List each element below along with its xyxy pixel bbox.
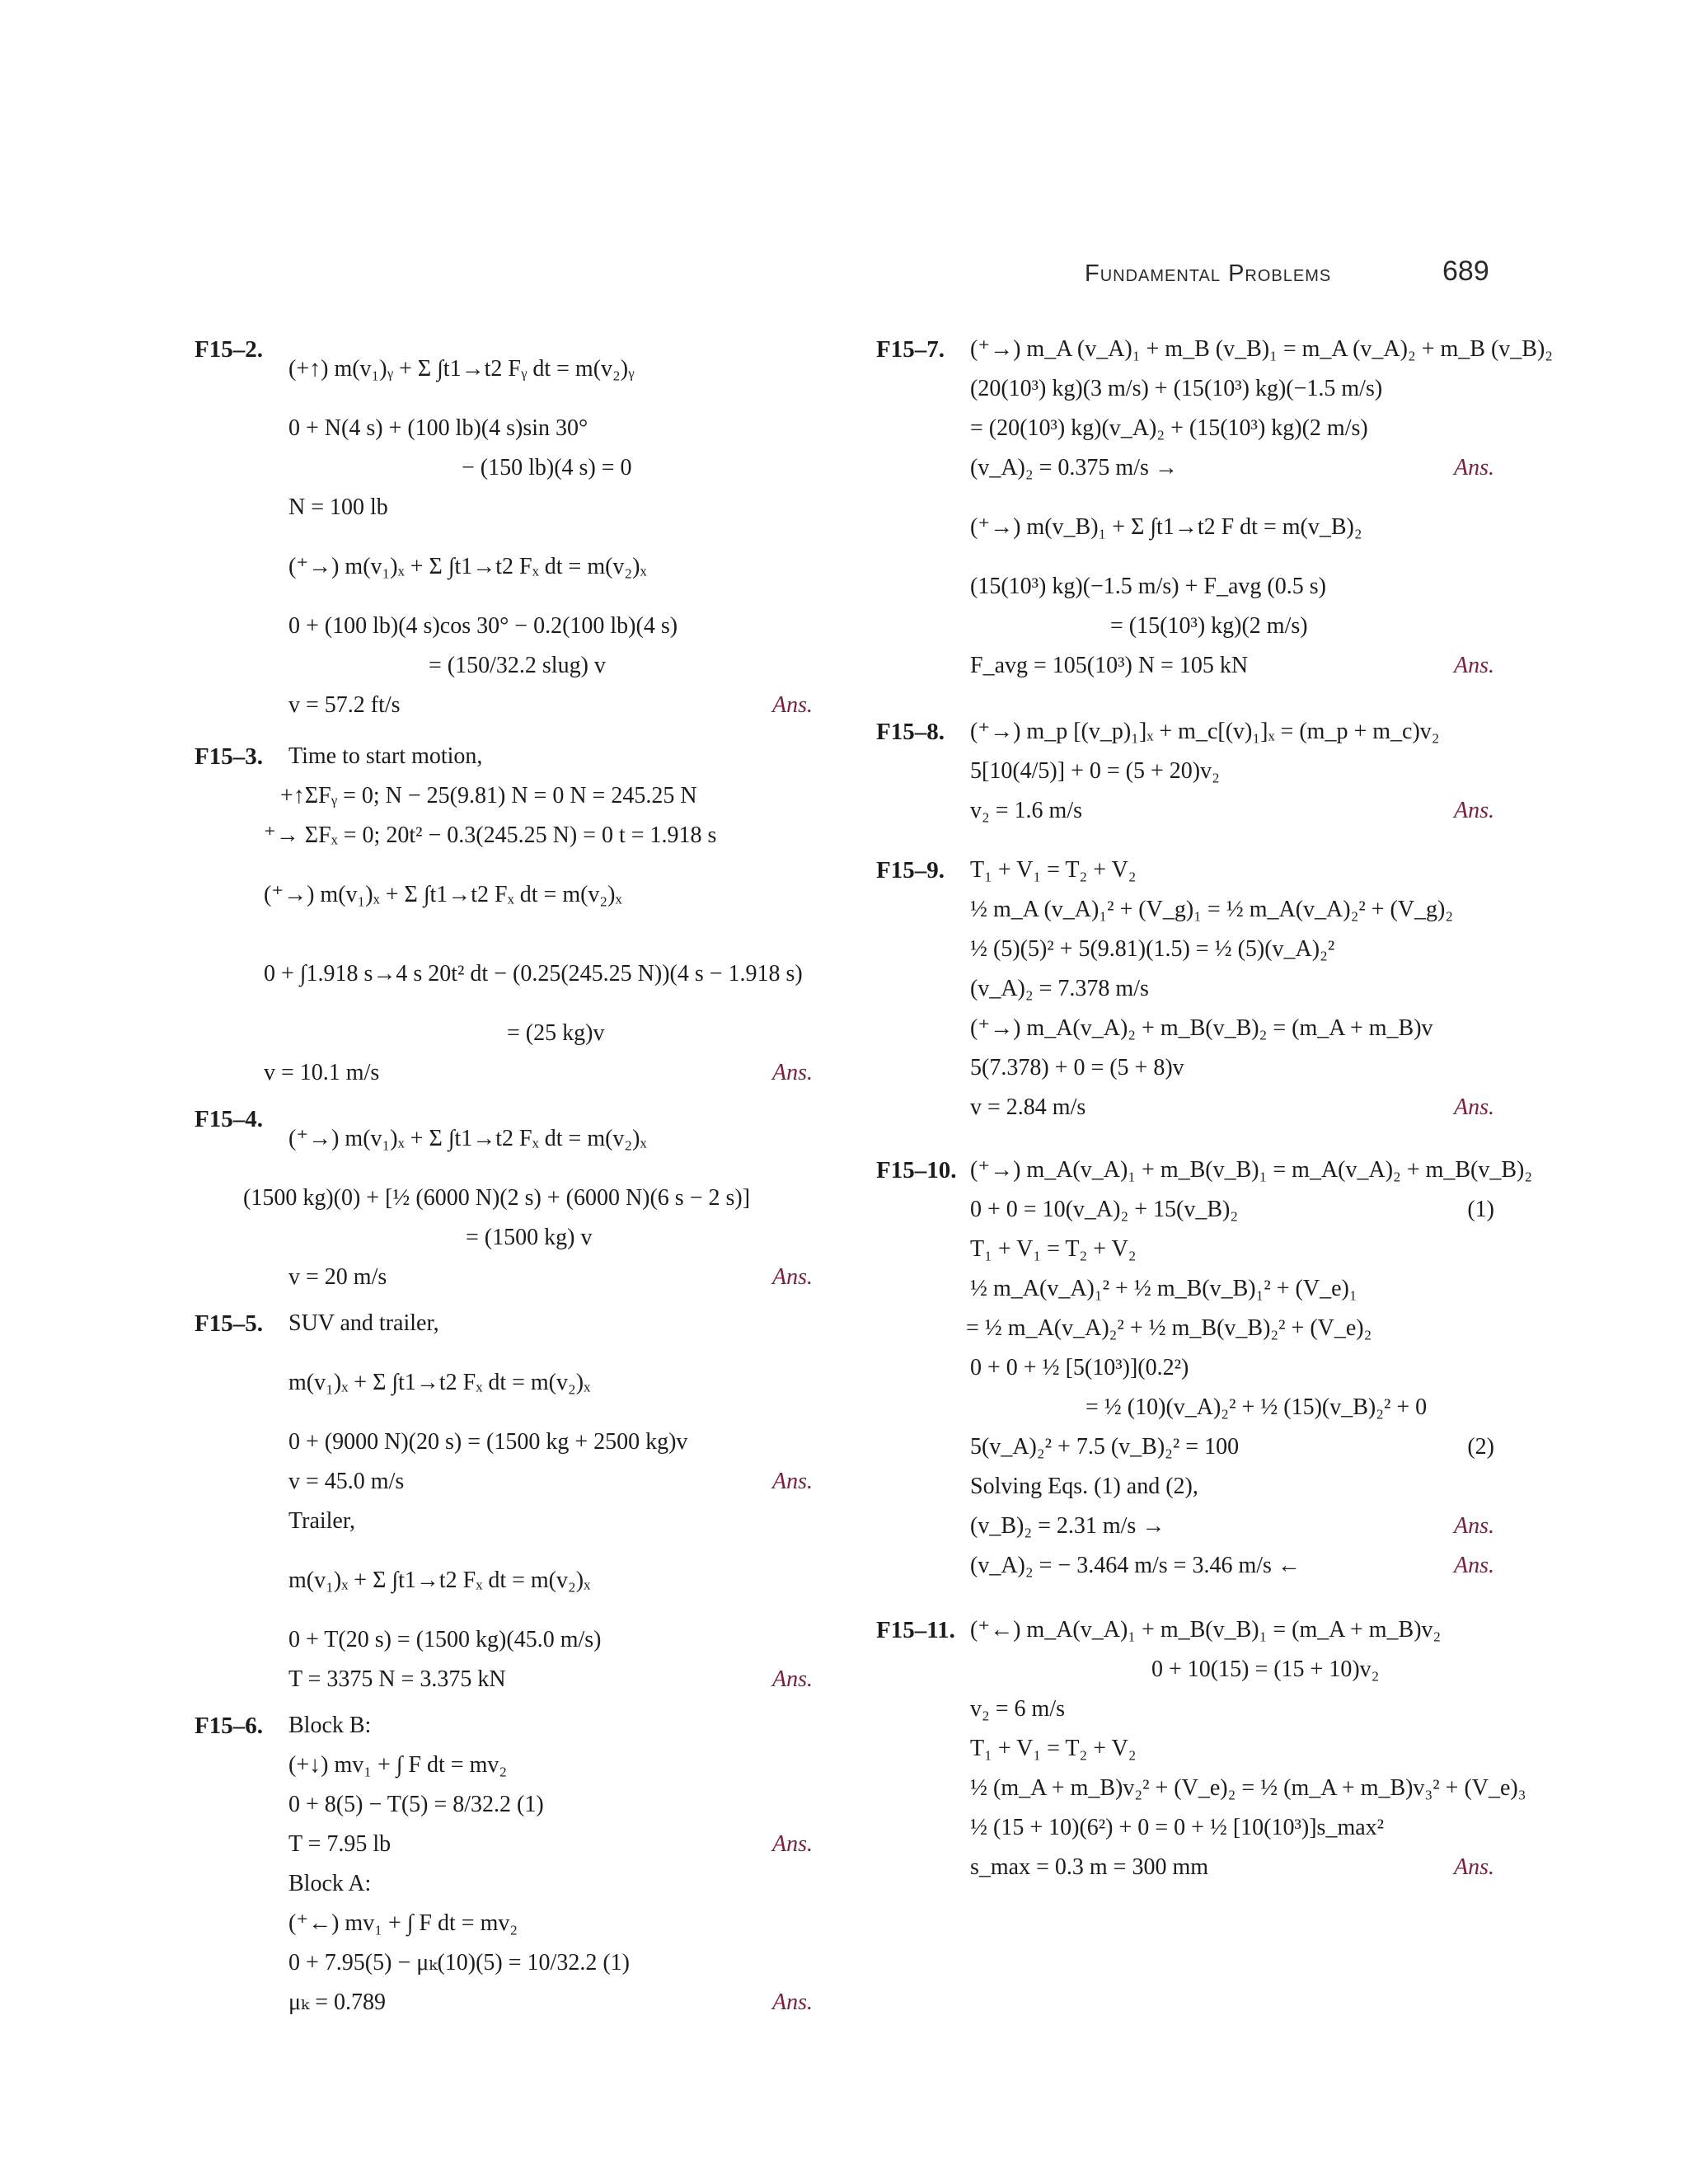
equation-text: = (1500 kg) v <box>466 1225 593 1250</box>
problem-f15-7 <box>876 330 1554 686</box>
answer-label: Ans. <box>772 1990 813 2015</box>
equation-text: (⁺→) m_A(v_A)₂ + m_B(v_B)₂ = (m_A + m_B)v <box>970 1015 1433 1041</box>
equation-text: ½ (5)(5)² + 5(9.81)(1.5) = ½ (5)(v_A)₂² <box>970 936 1335 962</box>
solution-line <box>243 1179 813 1218</box>
solution-line <box>966 1309 1494 1348</box>
equation-text: 5(7.378) + 0 = (5 + 8)v <box>970 1055 1184 1080</box>
equation-text: v = 20 m/s <box>288 1264 387 1290</box>
answer-label: Ans. <box>772 1060 813 1085</box>
equation-text: (⁺→) m(v₁)ₓ + Σ ∫t1→t2 Fₓ dt = m(v₂)ₓ <box>264 882 622 907</box>
solution-line <box>288 409 813 448</box>
solution-line <box>970 791 1494 831</box>
equation-text: T₁ + V₁ = T₂ + V₂ <box>970 1236 1137 1262</box>
solution-line <box>970 409 1494 448</box>
solution-lines <box>243 1099 813 1297</box>
problem-f15-3 <box>195 737 813 1093</box>
equation-text: (v_A)₂ = − 3.464 m/s = 3.46 m/s ← <box>970 1553 1301 1578</box>
solution-line <box>288 1864 813 1904</box>
solution-line <box>288 607 813 646</box>
solution-line <box>288 1983 813 2022</box>
solution-line <box>288 527 813 607</box>
equation-text: = (20(10³) kg)(v_A)₂ + (15(10³) kg)(2 m/s) <box>970 415 1368 441</box>
equation-text: ⁺→ ΣFₓ = 0; 20t² − 0.3(245.25 N) = 0 t = 1.918 s <box>264 823 717 848</box>
problem-id: F15–8. <box>876 719 945 745</box>
equation-text: 0 + 0 + ½ [5(10³)](0.2²) <box>970 1355 1189 1380</box>
equation-text: 0 + 0 = 10(v_A)₂ + 15(v_B)₂ <box>970 1197 1239 1222</box>
solution-line <box>970 607 1494 646</box>
solution-line <box>970 1729 1494 1769</box>
equation-number: (2) <box>1467 1434 1494 1460</box>
solution-line <box>288 330 813 409</box>
equation-text: v₂ = 1.6 m/s <box>970 798 1083 823</box>
solution-line <box>970 1048 1494 1088</box>
solution-line <box>264 935 813 1014</box>
answer-label: Ans. <box>1454 1094 1494 1120</box>
solution-line <box>288 1014 813 1053</box>
equation-text: (⁺→) m(v₁)ₓ + Σ ∫t1→t2 Fₓ dt = m(v₂)ₓ <box>288 1126 647 1151</box>
answer-label: Ans. <box>1454 1553 1494 1578</box>
solution-line <box>970 1808 1494 1848</box>
solution-line <box>280 776 813 816</box>
problem-id: F15–9. <box>876 857 945 883</box>
answer-label: Ans. <box>772 1264 813 1290</box>
problem-f15-11 <box>876 1610 1526 1887</box>
problem-id: F15–6. <box>195 1713 263 1739</box>
answer-label: Ans. <box>772 1469 813 1494</box>
answer-label: Ans. <box>1454 653 1494 678</box>
equation-text: 0 + 8(5) − T(5) = 8/32.2 (1) <box>288 1792 544 1817</box>
equation-text: 5[10(4/5)] + 0 = (5 + 20)v₂ <box>970 758 1220 784</box>
equation-text: (1500 kg)(0) + [½ (6000 N)(2 s) + (6000 N)(6 s − 2 s)] <box>243 1185 751 1211</box>
equation-text: T₁ + V₁ = T₂ + V₂ <box>970 1736 1137 1761</box>
equation-text: (+↑) m(v₁)ᵧ + Σ ∫t1→t2 Fᵧ dt = m(v₂)ᵧ <box>288 356 635 382</box>
section-title: Fundamental Problems <box>1085 260 1332 287</box>
equation-text: = ½ (10)(v_A)₂² + ½ (15)(v_B)₂² + 0 <box>1085 1394 1428 1420</box>
right-column <box>876 330 1554 1887</box>
problem-f15-4 <box>195 1099 813 1297</box>
problem-id: F15–2. <box>195 336 263 363</box>
equation-text: (⁺→) m_A (v_A)₁ + m_B (v_B)₁ = m_A (v_A)₂ + m_B (v_B)₂ <box>970 336 1554 362</box>
solution-line <box>288 1785 813 1825</box>
equation-text: s_max = 0.3 m = 300 mm <box>970 1854 1209 1880</box>
solution-line <box>970 890 1494 930</box>
equation-text: (v_B)₂ = 2.31 m/s → <box>970 1513 1165 1539</box>
equation-text: = (150/32.2 slug) v <box>429 653 606 678</box>
solution-line <box>970 1546 1494 1586</box>
equation-text: Time to start motion, <box>288 743 483 769</box>
solution-line <box>970 1690 1494 1729</box>
solution-line <box>288 1541 813 1620</box>
solution-line <box>970 930 1494 969</box>
left-column <box>195 330 813 2022</box>
problem-f15-8 <box>876 712 1494 831</box>
answer-label: Ans. <box>1454 1854 1494 1880</box>
solution-line <box>288 1422 813 1462</box>
equation-text: 0 + (9000 N)(20 s) = (1500 kg + 2500 kg)v <box>288 1429 688 1455</box>
equation-text: v = 57.2 ft/s <box>288 692 401 718</box>
solution-line <box>288 1660 813 1699</box>
solution-line <box>970 1151 1533 1190</box>
problem-f15-9 <box>876 851 1494 1127</box>
equation-text: N = 100 lb <box>288 494 388 520</box>
equation-text: +↑ΣFᵧ = 0; N − 25(9.81) N = 0 N = 245.25 N <box>280 783 697 808</box>
equation-text: 0 + ∫1.918 s→4 s 20t² dt − (0.25(245.25 N))(4 s − 1.918 s) <box>264 961 803 987</box>
equation-text: T₁ + V₁ = T₂ + V₂ <box>970 857 1137 883</box>
equation-text: F_avg = 105(10³) N = 105 kN <box>970 653 1249 678</box>
solution-lines <box>288 1706 813 2022</box>
solution-line <box>288 1218 813 1258</box>
solution-line <box>970 488 1494 567</box>
solution-line <box>970 969 1494 1009</box>
problem-f15-2 <box>195 330 813 725</box>
problem-id: F15–5. <box>195 1310 263 1337</box>
solution-line <box>970 1507 1494 1546</box>
solution-line <box>970 1427 1494 1467</box>
solution-line <box>288 737 813 776</box>
solution-line <box>288 488 813 527</box>
equation-number: (1) <box>1467 1197 1494 1222</box>
solution-line <box>264 1053 813 1093</box>
solution-lines <box>288 1304 813 1699</box>
solution-line <box>970 1348 1494 1388</box>
equation-text: 0 + 10(15) = (15 + 10)v₂ <box>1151 1657 1380 1682</box>
solution-line <box>970 1190 1494 1230</box>
equation-text: Solving Eqs. (1) and (2), <box>970 1474 1198 1499</box>
solution-line <box>288 686 813 725</box>
equation-text: (⁺→) m_A(v_A)₁ + m_B(v_B)₁ = m_A(v_A)₂ + m_B(v_B)₂ <box>970 1157 1533 1183</box>
solution-line <box>970 369 1494 409</box>
page-header <box>0 255 1688 293</box>
solution-line <box>264 816 813 855</box>
problem-id: F15–4. <box>195 1106 263 1132</box>
solution-line <box>970 1848 1494 1887</box>
solution-line <box>970 1650 1494 1690</box>
answer-label: Ans. <box>772 692 813 718</box>
equation-text: (⁺→) m(v₁)ₓ + Σ ∫t1→t2 Fₓ dt = m(v₂)ₓ <box>288 554 647 579</box>
solution-line <box>288 1904 813 1943</box>
solution-lines <box>264 737 813 1093</box>
problem-f15-10 <box>876 1151 1533 1586</box>
answer-label: Ans. <box>1454 455 1494 480</box>
equation-text: = (15(10³) kg)(2 m/s) <box>1110 613 1308 639</box>
equation-text: = (25 kg)v <box>507 1020 605 1046</box>
equation-text: v = 45.0 m/s <box>288 1469 405 1494</box>
solution-lines <box>970 851 1494 1127</box>
equation-text: 0 + N(4 s) + (100 lb)(4 s)sin 30° <box>288 415 588 441</box>
solution-line <box>288 1099 813 1179</box>
equation-text: (20(10³) kg)(3 m/s) + (15(10³) kg)(−1.5 m/s) <box>970 376 1383 401</box>
equation-text: Block B: <box>288 1713 372 1738</box>
equation-text: (⁺→) m(v_B)₁ + Σ ∫t1→t2 F dt = m(v_B)₂ <box>970 514 1362 540</box>
equation-text: v = 10.1 m/s <box>264 1060 380 1085</box>
equation-text: (v_A)₂ = 0.375 m/s → <box>970 455 1178 480</box>
solution-line <box>970 851 1494 890</box>
solution-line <box>970 1269 1494 1309</box>
solution-line <box>970 1467 1494 1507</box>
solution-line <box>288 646 813 686</box>
equation-text: 0 + 7.95(5) − μₖ(10)(5) = 10/32.2 (1) <box>288 1950 630 1975</box>
equation-text: Block A: <box>288 1871 372 1896</box>
page-number: 689 <box>1442 255 1489 287</box>
solution-line <box>970 752 1494 791</box>
answer-label: Ans. <box>1454 798 1494 823</box>
equation-text: = ½ m_A(v_A)₂² + ½ m_B(v_B)₂² + (V_e)₂ <box>966 1315 1372 1341</box>
equation-text: m(v₁)ₓ + Σ ∫t1→t2 Fₓ dt = m(v₂)ₓ <box>288 1568 591 1593</box>
equation-text: (+↓) mv₁ + ∫ F dt = mv₂ <box>288 1752 508 1778</box>
equation-text: (⁺←) m_A(v_A)₁ + m_B(v_B)₁ = (m_A + m_B)v₂ <box>970 1617 1442 1643</box>
equation-text: (⁺→) m_p [(v_p)₁]ₓ + m_c[(v)₁]ₓ = (m_p + m_c)v₂ <box>970 719 1440 744</box>
equation-text: (15(10³) kg)(−1.5 m/s) + F_avg (0.5 s) <box>970 574 1326 599</box>
problem-f15-5 <box>195 1304 813 1699</box>
solution-lines <box>970 712 1494 831</box>
answer-label: Ans. <box>772 1831 813 1857</box>
solution-line <box>288 1620 813 1660</box>
equation-text: − (150 lb)(4 s) = 0 <box>462 455 632 480</box>
problem-id: F15–7. <box>876 336 945 363</box>
equation-text: ½ (m_A + m_B)v₂² + (V_e)₂ = ½ (m_A + m_B)v₃² + (V_e)₃ <box>970 1775 1526 1801</box>
solution-line <box>970 1769 1526 1808</box>
equation-text: ½ m_A (v_A)₁² + (V_g)₁ = ½ m_A(v_A)₂² + (V_g)₂ <box>970 897 1454 922</box>
solution-line <box>288 1343 813 1422</box>
equation-text: 5(v_A)₂² + 7.5 (v_B)₂² = 100 <box>970 1434 1240 1460</box>
problem-id: F15–3. <box>195 743 263 770</box>
solution-line <box>970 712 1494 752</box>
solution-line <box>970 1088 1494 1127</box>
problem-f15-6 <box>195 1706 813 2022</box>
solution-lines <box>966 1151 1533 1586</box>
solution-line <box>970 448 1494 488</box>
equation-text: μₖ = 0.789 <box>288 1990 387 2015</box>
solution-line <box>288 1462 813 1502</box>
solution-line <box>288 1943 813 1983</box>
solution-line <box>970 567 1494 607</box>
equation-text: v = 2.84 m/s <box>970 1094 1086 1120</box>
equation-text: ½ (15 + 10)(6²) + 0 = 0 + ½ [10(10³)]s_max² <box>970 1815 1385 1840</box>
solution-line <box>970 1610 1494 1650</box>
equation-text: (v_A)₂ = 7.378 m/s <box>970 976 1149 1001</box>
equation-text: 0 + (100 lb)(4 s)cos 30° − 0.2(100 lb)(4 s) <box>288 613 678 639</box>
solution-lines <box>970 1610 1526 1887</box>
answer-label: Ans. <box>1454 1513 1494 1539</box>
solution-line <box>288 1502 813 1541</box>
solution-line <box>970 1009 1494 1048</box>
solution-line <box>970 646 1494 686</box>
equation-text: ½ m_A(v_A)₁² + ½ m_B(v_B)₁² + (V_e)₁ <box>970 1276 1357 1301</box>
solution-line <box>970 1230 1494 1269</box>
solution-line <box>288 1706 813 1746</box>
equation-text: T = 7.95 lb <box>288 1831 392 1857</box>
solution-lines <box>288 330 813 725</box>
solution-line <box>288 1746 813 1785</box>
equation-text: Trailer, <box>288 1508 356 1534</box>
problem-id: F15–10. <box>876 1157 957 1183</box>
solution-line <box>288 1258 813 1297</box>
equation-text: m(v₁)ₓ + Σ ∫t1→t2 Fₓ dt = m(v₂)ₓ <box>288 1370 591 1395</box>
solution-line <box>288 1825 813 1864</box>
equation-text: (⁺←) mv₁ + ∫ F dt = mv₂ <box>288 1910 518 1936</box>
equation-text: 0 + T(20 s) = (1500 kg)(45.0 m/s) <box>288 1627 602 1652</box>
problem-id: F15–11. <box>876 1617 955 1643</box>
solution-line <box>288 1304 813 1343</box>
solution-line <box>970 1388 1494 1427</box>
equation-text: T = 3375 N = 3.375 kN <box>288 1666 506 1692</box>
equation-text: SUV and trailer, <box>288 1310 439 1336</box>
solution-line <box>970 330 1554 369</box>
answer-label: Ans. <box>772 1666 813 1692</box>
solution-line <box>264 855 813 935</box>
solution-line <box>288 448 813 488</box>
equation-text: v₂ = 6 m/s <box>970 1696 1066 1722</box>
solution-lines <box>970 330 1554 686</box>
